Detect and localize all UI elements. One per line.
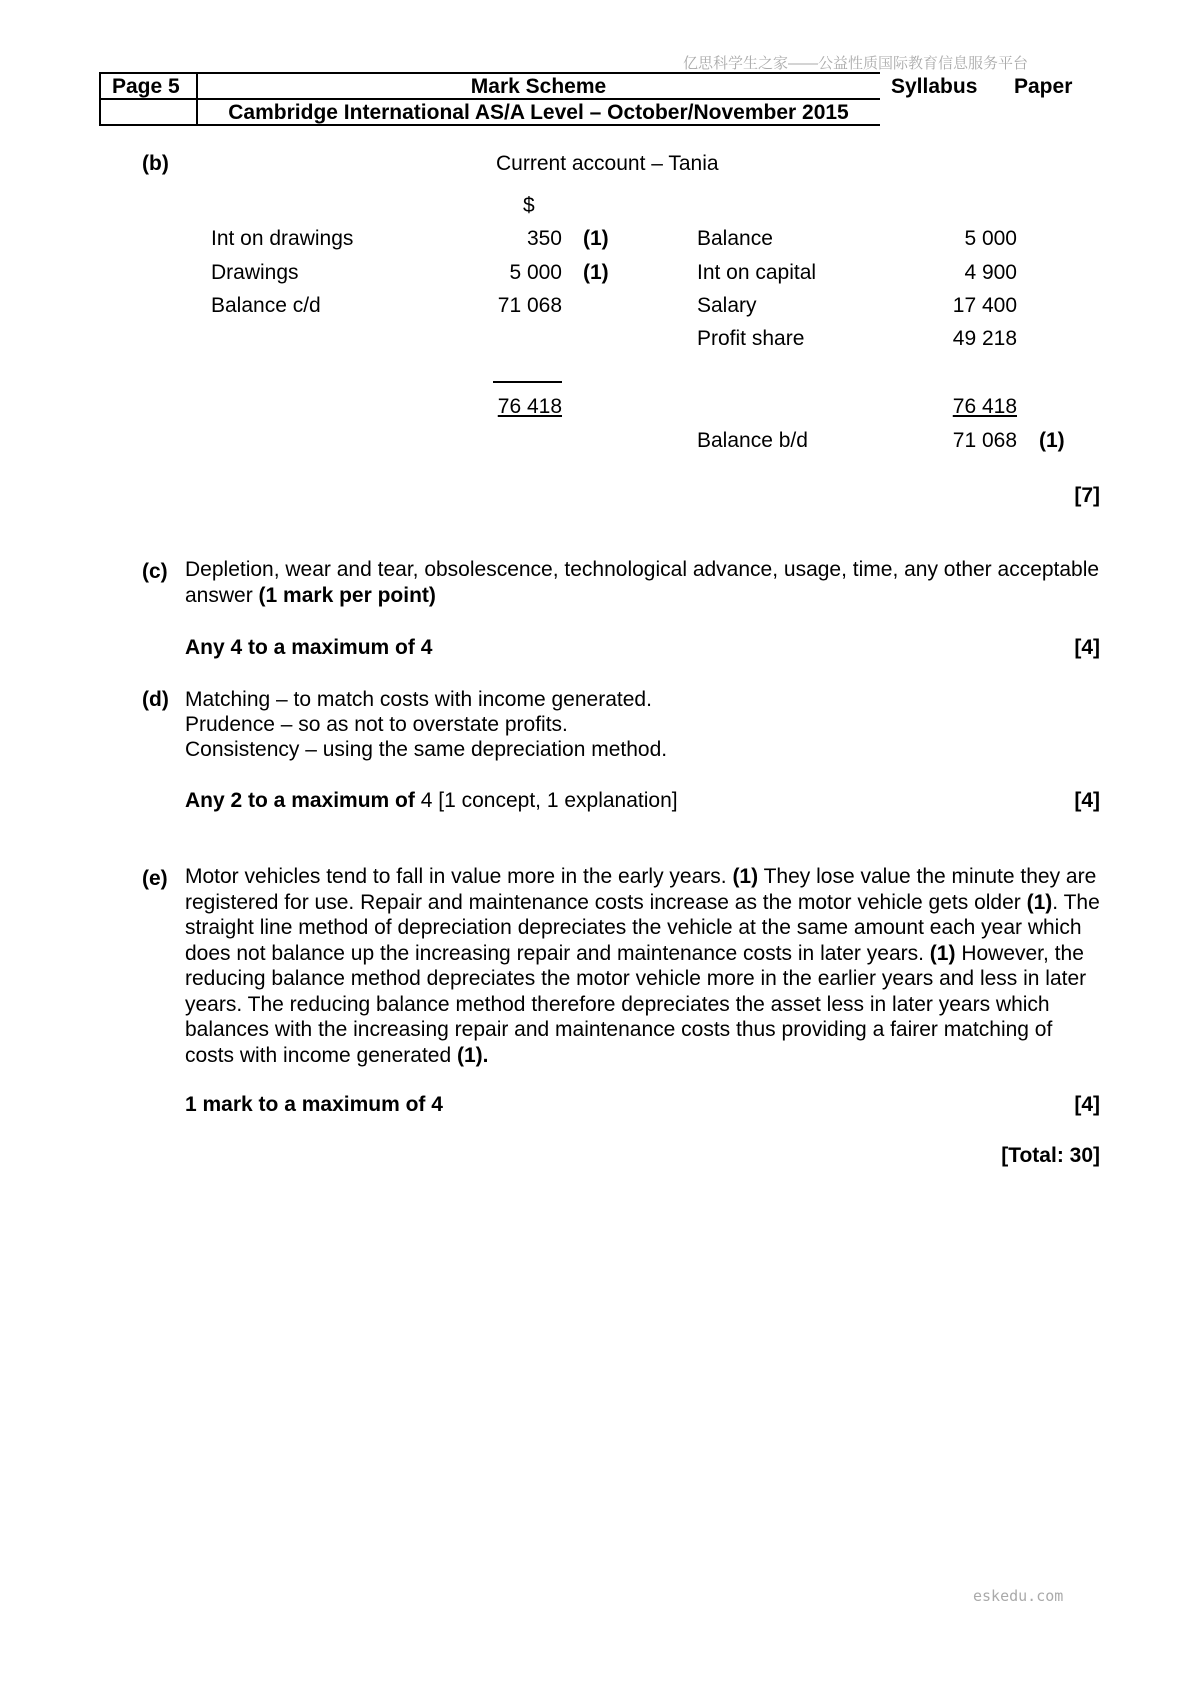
marks-total: [4] <box>1074 789 1100 812</box>
mark-label: (1) <box>583 261 609 284</box>
ledger-amount: 4 900 <box>964 261 1017 284</box>
answer-text: Motor vehicles tend to fall in value more in the early years. (1) They lose value the minute they are registered for use. Repair and maintenance costs increase as the motor vehicle gets older (1). The straight line method of depreciation depreciates the vehicle at the same amount each year which does not balance up the increasing repair and maintenance costs in later years. (1) However, the reducing balance method depreciates the motor vehicle more in the earlier years and less in later years. The reducing balance method therefore depreciates the asset less in later years which balances with the increasing repair and maintenance costs thus providing a fairer matching of costs with income generated (1). <box>185 865 1100 1067</box>
section-label: (e) <box>142 867 168 890</box>
ledger-amount: 5 000 <box>964 227 1017 250</box>
page-number: Page 5 <box>112 75 180 98</box>
ledger-amount: 17 400 <box>952 294 1017 317</box>
ledger-item: Drawings <box>211 261 299 284</box>
marks-total: [4] <box>1074 636 1100 659</box>
marks-total: [4] <box>1074 1093 1100 1116</box>
ledger-amount: 49 218 <box>952 327 1017 350</box>
answer-line: Prudence – so as not to overstate profits. <box>185 713 568 736</box>
ledger-amount: 71 068 <box>497 294 562 317</box>
mark-label: (1) <box>1039 429 1065 452</box>
answer-text: Depletion, wear and tear, obsolescence, technological advance, usage, time, any other acceptable answer (1 mark per point) <box>185 558 1100 607</box>
total-rule <box>493 381 562 383</box>
header-syllabus: Syllabus <box>891 75 978 98</box>
ledger-item: Balance c/d <box>211 294 321 317</box>
mark-label: (1) <box>583 227 609 250</box>
max-marks-note: 1 mark to a maximum of 4 <box>185 1093 443 1116</box>
marks-total: [7] <box>1074 484 1100 507</box>
watermark-bottom: eskedu.com <box>973 1587 1064 1605</box>
section-label: (c) <box>142 560 168 583</box>
max-marks-note: Any 2 to a maximum of 4 [1 concept, 1 explanation] <box>185 789 678 812</box>
max-marks-note: Any 4 to a maximum of 4 <box>185 636 433 659</box>
section-label: (d) <box>142 688 169 711</box>
grand-total: [Total: 30] <box>1001 1144 1100 1167</box>
header-subtitle: Cambridge International AS/A Level – October/November 2015 <box>228 101 849 124</box>
right-total: 76 418 <box>952 395 1017 418</box>
ledger-item: Balance b/d <box>697 429 808 452</box>
header-paper: Paper <box>1014 75 1073 98</box>
ledger-item: Int on drawings <box>211 227 354 250</box>
ledger-item: Salary <box>697 294 757 317</box>
ledger-item: Profit share <box>697 327 805 350</box>
left-total: 76 418 <box>497 395 562 418</box>
account-title: Current account – Tania <box>496 152 719 175</box>
ledger-amount: 350 <box>526 227 562 250</box>
currency-symbol: $ <box>523 194 535 217</box>
header-title: Mark Scheme <box>470 75 607 98</box>
answer-line: Consistency – using the same depreciation method. <box>185 738 668 761</box>
ledger-amount: 5 000 <box>509 261 562 284</box>
ledger-item: Balance <box>697 227 773 250</box>
ledger-item: Int on capital <box>697 261 817 284</box>
answer-line: Matching – to match costs with income generated. <box>185 688 652 711</box>
watermark-top: 亿思科学生之家——公益性质国际教育信息服务平台 <box>683 55 1029 72</box>
section-label: (b) <box>142 152 169 175</box>
ledger-amount: 71 068 <box>952 429 1017 452</box>
